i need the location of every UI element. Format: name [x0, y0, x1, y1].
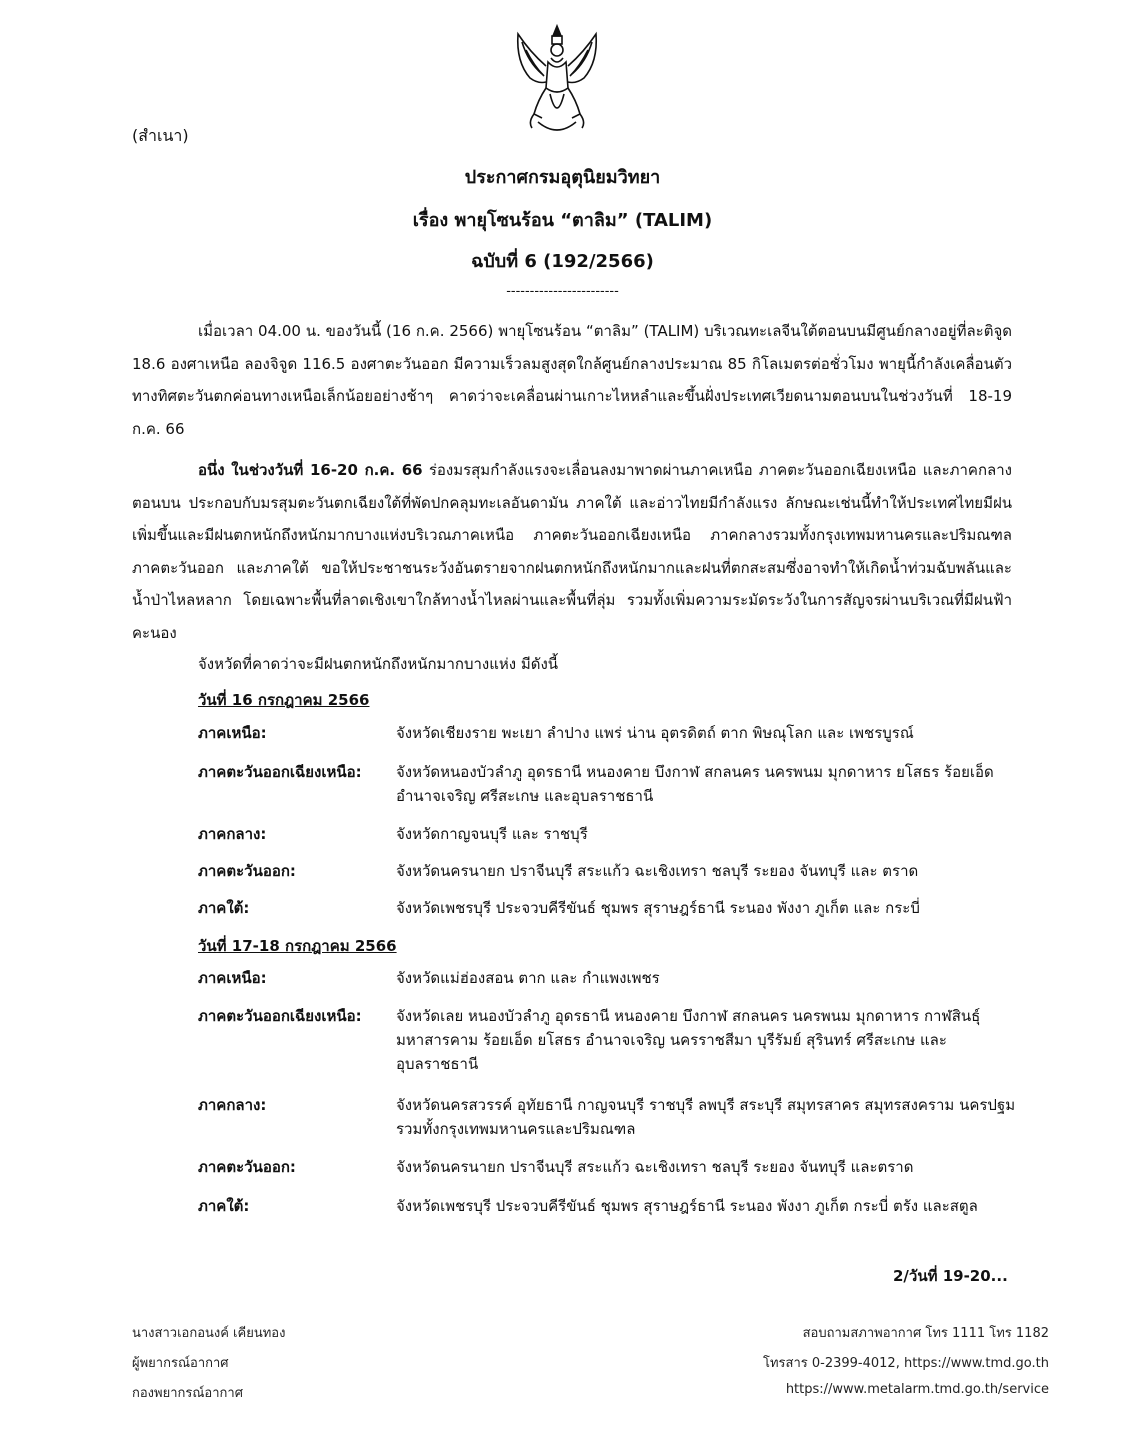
province-list: จังหวัดหนองบัวลำภู อุดรธานี หนองคาย บึงกาฬ สกลนคร นครพนม มุกดาหาร ยโสธร ร้อยเอ็ด อำนาจเจริญ ศรีสะเกษ และอุบลราชธานี [396, 763, 994, 805]
region-label: ภาคตะวันออก: [198, 862, 296, 880]
region-label: ภาคใต้: [198, 1197, 250, 1215]
province-list: จังหวัดนครนายก ปราจีนบุรี สระแก้ว ฉะเชิงเทรา ชลบุรี ระยอง จันทบุรี และตราด [396, 1158, 914, 1176]
contact-phone: สอบถามสภาพอากาศ โทร 1111 โทร 1182 [802, 1326, 1049, 1341]
contact-fax-website: โทรสาร 0-2399-4012, https://www.tmd.go.th [763, 1356, 1049, 1371]
province-list: จังหวัดเพชรบุรี ประจวบคีรีขันธ์ ชุมพร สุราษฎร์ธานี ระนอง พังงา ภูเก็ต และ กระบี่ [396, 899, 920, 917]
page-title: ประกาศกรมอุตุนิยมวิทยา [464, 167, 661, 188]
copy-mark: (สำเนา) [132, 126, 189, 145]
monsoon-paragraph-text: ร่องมรสุมกำลังแรงจะเลื่อนลงมาพาดผ่านภาคเหนือ ภาคตะวันออกเฉียงเหนือ และภาคกลางตอนบน ประกอบกับมรสุมตะวันตกเฉียงใต้ที่พัดปกคลุมทะเลอันดามัน ภาคใต้ และอ่าวไทยมีกำลังแรง ลักษณะเช่นนี้ทำให้ประเทศไทยมีฝนเพิ่มขึ้นและมีฝนตกหนักถึงหนักมากบางแห่งบริเวณภาคเหนือ ภาคตะวันออกเฉียงเหนือ ภาคกลางรวมทั้งกรุงเทพมหานครและปริมณฑล ภาคตะวันออก และภาคใต้ ขอให้ประชาชนระวังอันตรายจากฝนตกหนักถึงหนักมากและฝนที่ตกสะสมซึ่งอาจทำให้เกิดน้ำท่วมฉับพลันและน้ำป่าไหลหลาก โดยเฉพาะพื้นที่ลาดเชิงเขาใกล้ทางน้ำไหลผ่านและพื้นที่ลุ่ม รวมทั้งเพิ่มความระมัดระวังในการสัญจรผ่านบริเวณที่มีฝนฟ้าคะนอง [132, 461, 1012, 642]
next-page-marker: 2/วันที่ 19-20... [893, 1267, 1008, 1285]
province-list: จังหวัดกาญจนบุรี และ ราชบุรี [396, 825, 588, 843]
forecast-date-heading: วันที่ 16 กรกฎาคม 2566 [198, 691, 370, 709]
monsoon-paragraph [132, 454, 1012, 649]
province-list: จังหวัดแม่ฮ่องสอน ตาก และ กำแพงเพชร [396, 969, 660, 987]
forecaster-division: กองพยากรณ์อากาศ [132, 1386, 243, 1401]
region-label: ภาคตะวันออกเฉียงเหนือ: [198, 763, 362, 781]
forecast-date-heading: วันที่ 17-18 กรกฎาคม 2566 [198, 937, 397, 955]
region-label: ภาคตะวันออก: [198, 1158, 296, 1176]
province-list: จังหวัดนครนายก ปราจีนบุรี สระแก้ว ฉะเชิงเทรา ชลบุรี ระยอง จันทบุรี และ ตราด [396, 862, 919, 880]
forecaster-title: ผู้พยากรณ์อากาศ [132, 1356, 229, 1371]
storm-paragraph [132, 315, 1012, 445]
region-label: ภาคเหนือ: [198, 969, 267, 987]
issue-number: ฉบับที่ 6 (192/2566) [471, 251, 654, 272]
separator-line: ------------------------ [506, 284, 619, 299]
province-list: จังหวัดนครสวรรค์ อุทัยธานี กาญจนบุรี ราชบุรี ลพบุรี สระบุรี สมุทรสาคร สมุทรสงคราม นครปฐม รวมทั้งกรุงเทพมหานครและปริมณฑล [396, 1096, 1016, 1138]
garuda-emblem-icon [508, 22, 606, 140]
monsoon-paragraph-bold: อนึ่ง ในช่วงวันที่ 16-20 ก.ค. 66 [198, 461, 423, 479]
province-list: จังหวัดเพชรบุรี ประจวบคีรีขันธ์ ชุมพร สุราษฎร์ธานี ระนอง พังงา ภูเก็ต กระบี่ ตรัง และสตูล [396, 1197, 978, 1215]
region-label: ภาคใต้: [198, 899, 250, 917]
metalarm-link[interactable]: https://www.metalarm.tmd.go.th/service [785, 1382, 1049, 1397]
region-label: ภาคกลาง: [198, 1096, 267, 1114]
provinces-lead: จังหวัดที่คาดว่าจะมีฝนตกหนักถึงหนักมากบางแห่ง มีดังนี้ [198, 655, 559, 673]
region-label: ภาคกลาง: [198, 825, 267, 843]
province-list: จังหวัดเลย หนองบัวลำภู อุดรธานี หนองคาย บึงกาฬ สกลนคร นครพนม มุกดาหาร กาฬสินธุ์ มหาสารคาม ร้อยเอ็ด ยโสธร อำนาจเจริญ นครราชสีมา บุรีรัมย์ สุรินทร์ ศรีสะเกษ และอุบลราชธานี [396, 1007, 981, 1073]
announcement-subject: เรื่อง พายุโซนร้อน “ตาลิม” (TALIM) [412, 210, 713, 231]
region-label: ภาคเหนือ: [198, 724, 267, 742]
region-label: ภาคตะวันออกเฉียงเหนือ: [198, 1007, 362, 1025]
forecaster-name: นางสาวเอกอนงค์ เคียนทอง [132, 1326, 286, 1341]
province-list: จังหวัดเชียงราย พะเยา ลำปาง แพร่ น่าน อุตรดิตถ์ ตาก พิษณุโลก และ เพชรบูรณ์ [396, 724, 914, 742]
storm-paragraph-text: เมื่อเวลา 04.00 น. ของวันนี้ (16 ก.ค. 2566) พายุโซนร้อน “ตาลิม” (TALIM) บริเวณทะเลจีนใต้ตอนบนมีศูนย์กลางอยู่ที่ละติจูด 18.6 องศาเหนือ ลองจิจูด 116.5 องศาตะวันออก มีความเร็วลมสูงสุดใกล้ศูนย์กลางประมาณ 85 กิโลเมตรต่อชั่วโมง พายุนี้กำลังเคลื่อนตัวทางทิศตะวันตกค่อนทางเหนือเล็กน้อยอย่างช้าๆ คาดว่าจะเคลื่อนผ่านเกาะไหหลำและขึ้นฝั่งประเทศเวียดนามตอนบนในช่วงวันที่ 18-19 ก.ค. 66 [132, 322, 1012, 438]
